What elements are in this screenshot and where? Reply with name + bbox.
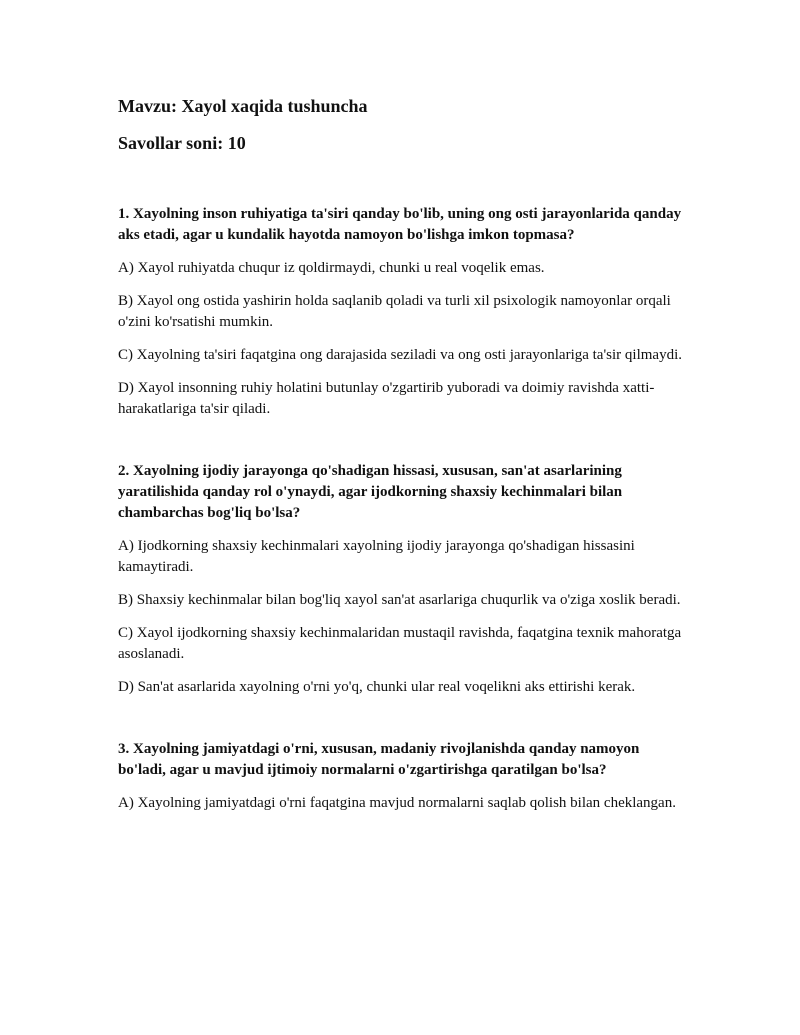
option-a: A) Xayol ruhiyatda chuqur iz qoldirmaydi, chunki u real voqelik emas. xyxy=(118,260,545,276)
option-b: B) Shaxsiy kechinmalar bilan bog'liq xayol san'at asarlariga chuqurlik va o'ziga xoslik beradi. xyxy=(118,592,681,608)
option-d: D) Xayol insonning ruhiy holatini butunlay o'zgartirib yuboradi va doimiy ravishda xatti-harakatlariga ta'sir qiladi. xyxy=(118,380,655,417)
question-count: Savollar soni: 10 xyxy=(118,133,246,153)
option-a: A) Ijodkorning shaxsiy kechinmalari xayolning ijodiy jarayonga qo'shadigan hissasini kamaytiradi. xyxy=(118,538,635,575)
option-a: A) Xayolning jamiyatdagi o'rni faqatgina mavjud normalarni saqlab qolish bilan cheklangan. xyxy=(118,795,676,811)
option-c: C) Xayol ijodkorning shaxsiy kechinmalaridan mustaqil ravishda, faqatgina texnik mahoratga asoslanadi. xyxy=(118,625,682,662)
option-d: D) San'at asarlarida xayolning o'rni yo'q, chunki ular real voqelikni aks ettirishi kerak. xyxy=(118,679,636,695)
question-1 xyxy=(118,204,690,420)
option-c: C) Xayolning ta'siri faqatgina ong darajasida seziladi va ong osti jarayonlariga ta'sir qilmaydi. xyxy=(118,347,682,363)
question-3 xyxy=(118,739,690,814)
option-b: B) Xayol ong ostida yashirin holda saqlanib qoladi va turli xil psixologik namoyonlar orqali o'zini ko'rsatishi mumkin. xyxy=(118,293,671,330)
question-text: 3. Xayolning jamiyatdagi o'rni, xususan, madaniy rivojlanishda qanday namoyon bo'ladi, agar u mavjud ijtimoiy normalarni o'zgartirishga qaratilgan bo'lsa? xyxy=(118,741,640,778)
question-2 xyxy=(118,461,690,698)
page-title: Mavzu: Xayol xaqida tushuncha xyxy=(118,96,368,116)
question-text: 1. Xayolning inson ruhiyatiga ta'siri qanday bo'lib, uning ong osti jarayonlarida qanday aks etadi, agar u kundalik hayotda namoyon bo'lishga imkon topmasa? xyxy=(118,206,682,243)
question-text: 2. Xayolning ijodiy jarayonga qo'shadigan hissasi, xususan, san'at asarlarining yaratilishida qanday rol o'ynaydi, agar ijodkorning shaxsiy kechinmalari bilan chambarchas bog'liq bo'lsa? xyxy=(118,463,623,521)
